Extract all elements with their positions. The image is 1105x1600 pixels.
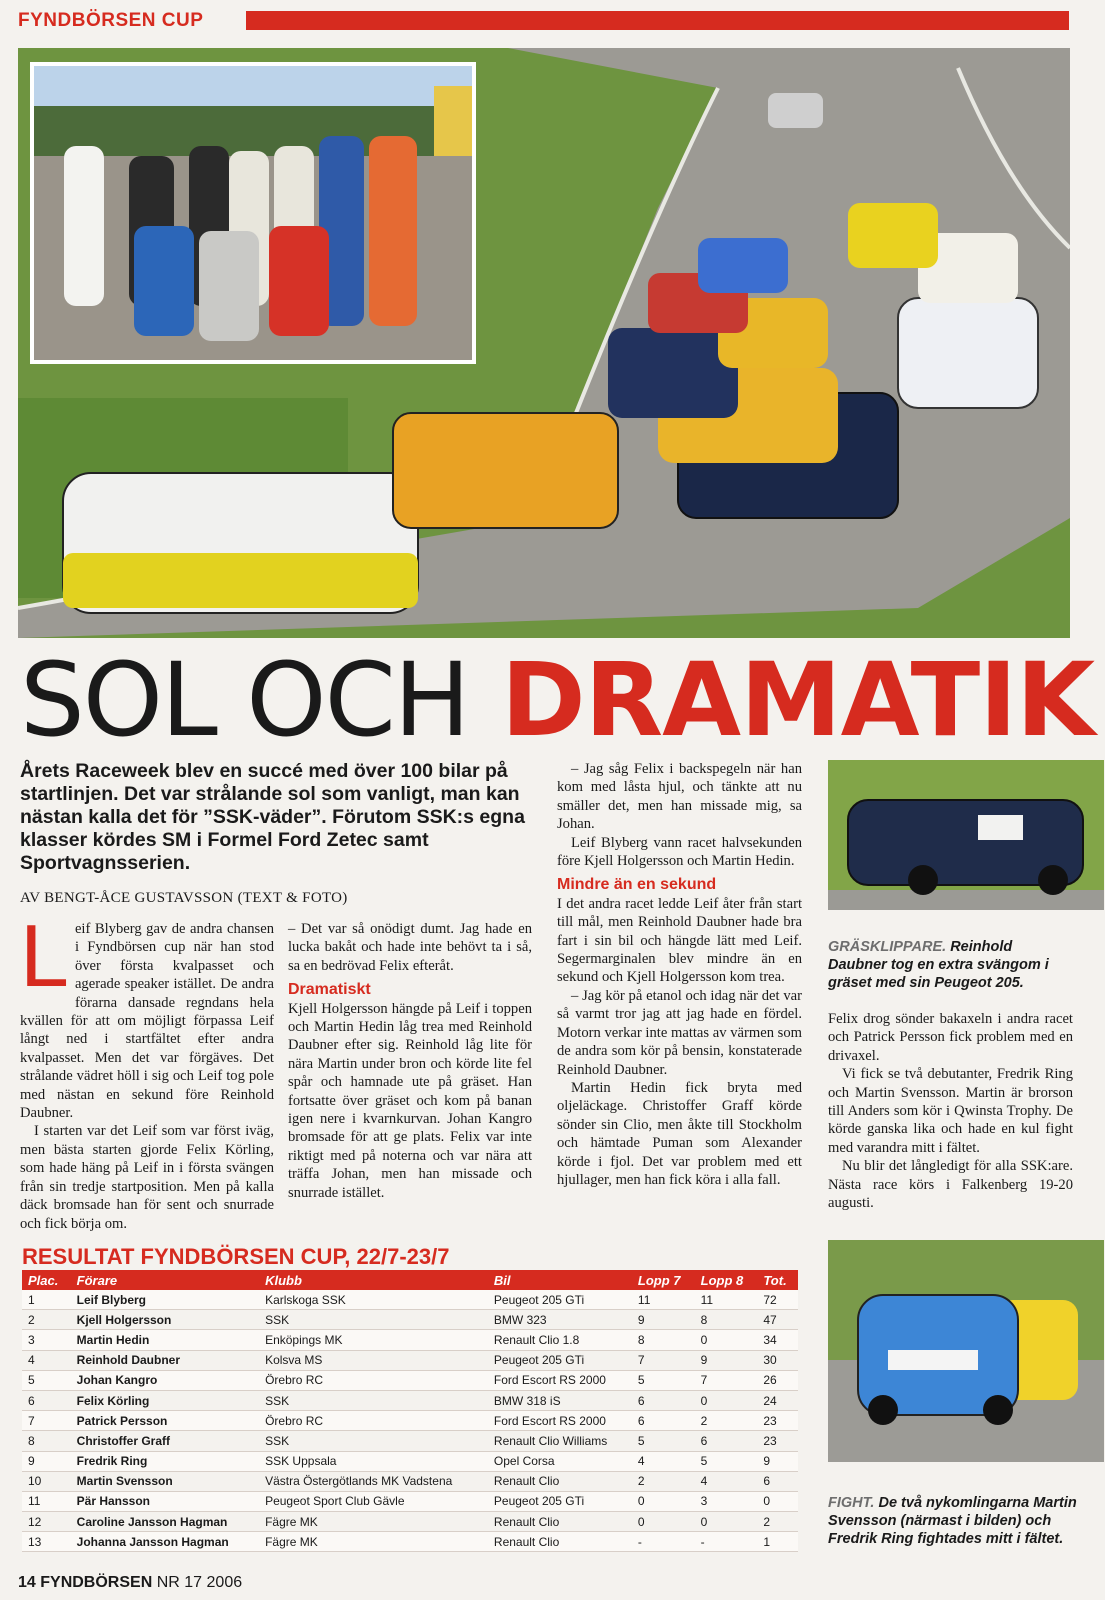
table-cell: Renault Clio: [488, 1471, 632, 1491]
table-cell: 23: [757, 1431, 798, 1451]
table-cell: Örebro RC: [259, 1370, 488, 1390]
table-header-cell: Lopp 7: [632, 1270, 695, 1290]
table-cell: BMW 318 iS: [488, 1390, 632, 1410]
table-cell: 5: [22, 1370, 71, 1390]
table-cell: 6: [695, 1431, 758, 1451]
table-cell: Peugeot 205 GTi: [488, 1491, 632, 1511]
grass-photo: [828, 760, 1104, 910]
table-cell: Opel Corsa: [488, 1451, 632, 1471]
table-cell: 5: [632, 1370, 695, 1390]
table-cell: 72: [757, 1290, 798, 1310]
table-row: [22, 1290, 798, 1310]
table-cell: 0: [695, 1512, 758, 1532]
table-row: [22, 1471, 798, 1491]
table-cell: 5: [695, 1451, 758, 1471]
table-cell: 4: [22, 1350, 71, 1370]
paragraph: Leif Blyberg vann racet halvsekunden före Kjell Holgersson och Martin Hedin.: [557, 834, 802, 870]
paragraph: – Jag såg Felix i backspegeln när han kom med låsta hjul, och tänkte att nu smäller det, men han missade mig, sa Johan.: [557, 761, 802, 833]
table-header-cell: Klubb: [259, 1270, 488, 1290]
header-bar: [246, 11, 1069, 30]
table-cell: 6: [22, 1390, 71, 1410]
section-title: FYNDBÖRSEN CUP: [18, 10, 204, 31]
table-header-cell: Lopp 8: [695, 1270, 758, 1290]
drop-cap: L: [20, 906, 69, 1005]
caption-keyword: GRÄSKLIPPARE.: [828, 939, 947, 955]
table-cell: Pär Hansson: [71, 1491, 259, 1511]
table-cell: 1: [22, 1290, 71, 1310]
table-row: [22, 1451, 798, 1471]
table-cell: Peugeot 205 GTi: [488, 1350, 632, 1370]
table-cell: Caroline Jansson Hagman: [71, 1512, 259, 1532]
table-row: [22, 1370, 798, 1390]
caption-keyword: FIGHT.: [828, 1495, 875, 1511]
table-cell: 4: [632, 1451, 695, 1471]
table-cell: 11: [22, 1491, 71, 1511]
table-cell: Martin Svensson: [71, 1471, 259, 1491]
table-cell: 26: [757, 1370, 798, 1390]
table-cell: 0: [632, 1512, 695, 1532]
table-row: [22, 1330, 798, 1350]
table-cell: Johanna Jansson Hagman: [71, 1532, 259, 1552]
table-cell: Renault Clio 1.8: [488, 1330, 632, 1350]
table-cell: Renault Clio: [488, 1512, 632, 1532]
table-row: [22, 1431, 798, 1451]
fight-photo: [828, 1240, 1104, 1462]
table-cell: 0: [757, 1491, 798, 1511]
table-cell: Leif Blyberg: [71, 1290, 259, 1310]
table-header-cell: Plac.: [22, 1270, 71, 1290]
table-cell: 0: [695, 1390, 758, 1410]
table-cell: Reinhold Daubner: [71, 1350, 259, 1370]
lead-paragraph: Årets Raceweek blev en succé med över 100 bilar på startlinjen. Det var strålande sol som vanligt, man kan nästan kalla det för ”SSK-väder”. Förutom SSK:s egna klasser kördes SM i Formel Ford Zetec samt Sportvagnsserien.: [20, 760, 525, 874]
caption-text: De två nykomlingarna Martin Svensson (närmast i bilden) och Fredrik Ring fightades mitt i fältet.: [828, 1495, 1077, 1547]
table-row: [22, 1310, 798, 1330]
table-cell: Johan Kangro: [71, 1370, 259, 1390]
paragraph: I det andra racet ledde Leif åter från start till mål, men Reinhold Daubner hade bra fart i sin bil och hängde lätt med Leif. Segermarginalen blev mindre än en sekund och Kjell Holgersson kom trea.: [557, 895, 802, 986]
table-cell: SSK Uppsala: [259, 1451, 488, 1471]
table-cell: Kolsva MS: [259, 1350, 488, 1370]
photo-caption: [828, 938, 1073, 992]
article-column-3: [557, 760, 802, 1189]
table-cell: SSK: [259, 1431, 488, 1451]
table-cell: 9: [22, 1451, 71, 1471]
caption-text: Reinhold Daubner tog en extra svängom i gräset med sin Peugeot 205.: [828, 939, 1049, 991]
table-cell: 13: [22, 1532, 71, 1552]
paragraph: Nu blir det långledigt för alla SSK:are. Nästa race körs i Falkenberg 19-20 augusti.: [828, 1158, 1073, 1212]
table-header-cell: Tot.: [757, 1270, 798, 1290]
table-cell: Christoffer Graff: [71, 1431, 259, 1451]
table-row: [22, 1411, 798, 1431]
table-cell: Fägre MK: [259, 1532, 488, 1552]
table-cell: Fredrik Ring: [71, 1451, 259, 1471]
headline-thin: SOL OCH: [20, 641, 469, 760]
table-cell: Patrick Persson: [71, 1411, 259, 1431]
clio-corsa-fight-illustration: [828, 1240, 1104, 1462]
table-row: [22, 1350, 798, 1370]
headline-bold: DRAMATIK: [500, 641, 1095, 760]
table-cell: 34: [757, 1330, 798, 1350]
table-cell: 30: [757, 1350, 798, 1370]
table-cell: 6: [757, 1471, 798, 1491]
table-cell: 2: [22, 1310, 71, 1330]
paragraph: Kjell Holgersson hängde på Leif i toppen och Martin Hedin låg trea med Reinhold Daubner efter sig. Reinhold låg lite för nära Martin under bron och körde lite fel spår och hamnade ute på gräset. Han fortsatte över gräset och kom på banan igen nere i kvarnkurvan. Johan Kangro bromsade för att ge plats. Felix var inte riktigt med på noterna och var nära att träffa Johan, men han missade och snurrade istället.: [288, 1000, 532, 1201]
table-cell: Peugeot Sport Club Gävle: [259, 1491, 488, 1511]
table-row: [22, 1512, 798, 1532]
table-cell: Fägre MK: [259, 1512, 488, 1532]
table-cell: 9: [757, 1451, 798, 1471]
article-column-2: [288, 920, 532, 1202]
table-row: [22, 1532, 798, 1552]
table-cell: 2: [757, 1512, 798, 1532]
table-cell: Örebro RC: [259, 1411, 488, 1431]
table-cell: 47: [757, 1310, 798, 1330]
paragraph: – Jag kör på etanol och idag när det var så varmt tror jag att jag hade en fördel. Motorn verkar inte mattas av värmen som de andra som kör på bensin, konstaterade Reinhold Daubner.: [557, 987, 802, 1078]
results-title: RESULTAT FYNDBÖRSEN CUP, 22/7-23/7: [22, 1244, 450, 1269]
page-footer: [18, 1574, 242, 1592]
table-cell: 0: [695, 1330, 758, 1350]
photo-caption-fight: [828, 1494, 1078, 1548]
drivers-group-illustration: [34, 66, 472, 360]
page-number: 14: [18, 1574, 36, 1591]
table-cell: 6: [632, 1411, 695, 1431]
table-cell: SSK: [259, 1390, 488, 1410]
table-cell: 8: [695, 1310, 758, 1330]
table-cell: Martin Hedin: [71, 1330, 259, 1350]
issue-number: NR 17 2006: [156, 1574, 243, 1591]
column-4-body: [828, 1010, 1073, 1212]
table-cell: Renault Clio: [488, 1532, 632, 1552]
paragraph: Felix drog sönder bakaxeln i andra racet och Patrick Persson fick problem med en drivaxel.: [828, 1011, 1073, 1064]
magazine-name: FYNDBÖRSEN: [40, 1574, 153, 1591]
table-cell: 0: [632, 1491, 695, 1511]
table-cell: -: [695, 1532, 758, 1552]
group-photo: [30, 62, 476, 364]
peugeot-on-grass-illustration: [828, 760, 1104, 910]
table-cell: 8: [22, 1431, 71, 1451]
table-row: [22, 1491, 798, 1511]
table-cell: SSK: [259, 1310, 488, 1330]
table-cell: Enköpings MK: [259, 1330, 488, 1350]
table-cell: 24: [757, 1390, 798, 1410]
byline: AV BENGT-ÅCE GUSTAVSSON (TEXT & FOTO): [20, 890, 348, 906]
table-cell: 5: [632, 1431, 695, 1451]
headline: [20, 641, 1095, 760]
paragraph: Vi fick se två debutanter, Fredrik Ring och Martin Svensson. Martin är brorson till Anders som kör i Qwinsta Trophy. De körde ganska lika och hade en kul fight med varandra mitt i fältet.: [828, 1066, 1073, 1156]
subheading: Dramatiskt: [288, 981, 371, 999]
table-cell: 7: [632, 1350, 695, 1370]
table-cell: 2: [695, 1411, 758, 1431]
table-cell: 9: [632, 1310, 695, 1330]
table-cell: 6: [632, 1390, 695, 1410]
table-header-cell: Bil: [488, 1270, 632, 1290]
article-column-1: [20, 906, 274, 1233]
table-cell: 1: [757, 1532, 798, 1552]
table-cell: 3: [22, 1330, 71, 1350]
subheading: Mindre än en sekund: [557, 876, 717, 894]
paragraph: – Det var så onödigt dumt. Jag hade en lucka bakåt och hade inte behövt ta i så, sa en bedrövad Felix efteråt.: [288, 921, 532, 974]
table-cell: 11: [632, 1290, 695, 1310]
table-header-cell: Förare: [71, 1270, 259, 1290]
table-cell: 4: [695, 1471, 758, 1491]
results-table: [22, 1270, 798, 1552]
table-cell: Västra Östergötlands MK Vadstena: [259, 1471, 488, 1491]
table-cell: Karlskoga SSK: [259, 1290, 488, 1310]
table-body: [22, 1290, 798, 1552]
table-cell: 2: [632, 1471, 695, 1491]
table-cell: 8: [632, 1330, 695, 1350]
article-column-4: [828, 938, 1073, 1212]
table-cell: Renault Clio Williams: [488, 1431, 632, 1451]
table-cell: 23: [757, 1411, 798, 1431]
table-header-row: [22, 1270, 798, 1290]
paragraph: Martin Hedin fick bryta med oljeläckage. Christoffer Graff körde sönder sin Clio, men åkte till Stockholm och hämtade Puman som Alexander körde i fjol. Det var problem med ett hjullager, men han fick köra i alla fall.: [557, 1079, 802, 1188]
table-cell: BMW 323: [488, 1310, 632, 1330]
table-cell: 11: [695, 1290, 758, 1310]
table-cell: 10: [22, 1471, 71, 1491]
table-cell: Ford Escort RS 2000: [488, 1370, 632, 1390]
table-cell: 7: [695, 1370, 758, 1390]
table-cell: 12: [22, 1512, 71, 1532]
paragraph: eif Blyberg gav de andra chansen i Fyndbörsen cup när han stod över första kvalpasset och agerade speaker istället. De andra förarna dansade regndans hela kvällen för att om möjligt förpassa Leif långt ned i startfältet efter andra kvalpasset. Men det var förgäves. Det strålande vädret höll i sig och Leif tog pole med nästan en sekund före Reinhold Daubner.: [20, 921, 274, 1122]
table-cell: Felix Körling: [71, 1390, 259, 1410]
table-cell: Peugeot 205 GTi: [488, 1290, 632, 1310]
table-cell: 7: [22, 1411, 71, 1431]
table-cell: 9: [695, 1350, 758, 1370]
paragraph: I starten var det Leif som var först iväg, men bästa starten gjorde Felix Körling, som hade häng på Leif in i första svängen från sin tredje startposition. Men på kalla däck bromsade han för sent och snurrade och fick börja om.: [20, 1123, 274, 1232]
table-cell: Kjell Holgersson: [71, 1310, 259, 1330]
table-cell: -: [632, 1532, 695, 1552]
table-row: [22, 1390, 798, 1410]
table-cell: 3: [695, 1491, 758, 1511]
table-cell: Ford Escort RS 2000: [488, 1411, 632, 1431]
